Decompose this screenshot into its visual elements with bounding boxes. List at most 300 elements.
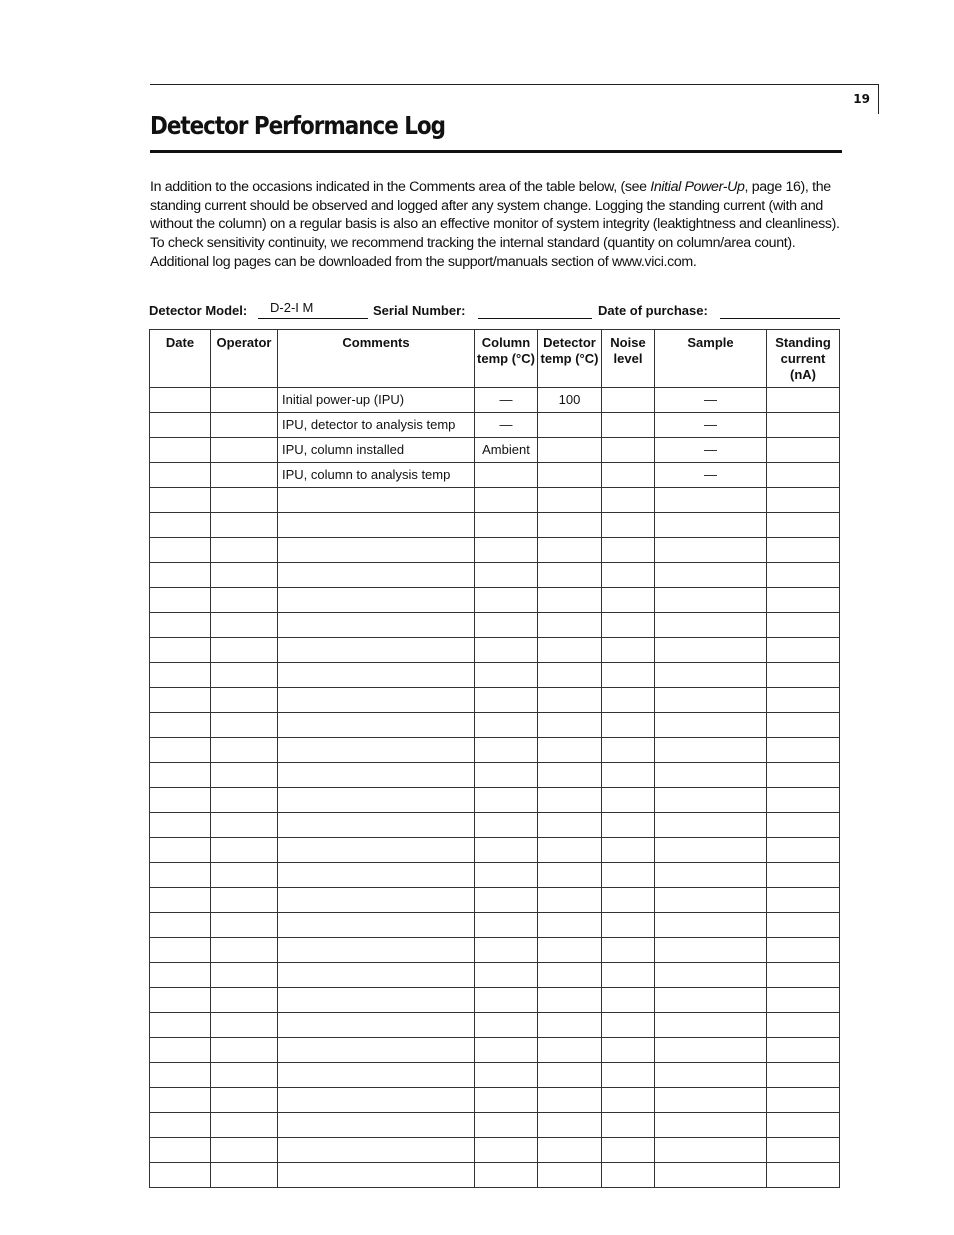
cell-comments[interactable] — [278, 638, 475, 663]
cell-sample[interactable] — [655, 913, 767, 938]
cell-detector-temp[interactable] — [538, 1113, 602, 1138]
table-row — [150, 788, 840, 813]
cell-column-temp[interactable] — [475, 663, 538, 688]
cell-standing-current[interactable] — [767, 1138, 840, 1163]
cell-operator[interactable] — [211, 613, 278, 638]
cell-column-temp[interactable] — [475, 888, 538, 913]
cell-noise-level[interactable] — [602, 838, 655, 863]
cell-sample[interactable] — [655, 488, 767, 513]
cell-comments[interactable]: IPU, column to analysis temp — [278, 463, 475, 488]
cell-noise-level[interactable] — [602, 438, 655, 463]
cell-operator[interactable] — [211, 838, 278, 863]
cell-column-temp[interactable] — [475, 763, 538, 788]
cell-date[interactable] — [150, 613, 211, 638]
cell-sample[interactable] — [655, 863, 767, 888]
cell-sample[interactable] — [655, 738, 767, 763]
cell-sample[interactable] — [655, 763, 767, 788]
cell-sample[interactable] — [655, 813, 767, 838]
cell-noise-level[interactable] — [602, 1138, 655, 1163]
cell-comments[interactable] — [278, 563, 475, 588]
cell-noise-level[interactable] — [602, 1113, 655, 1138]
performance-log-table — [149, 329, 840, 1188]
cell-column-temp[interactable] — [475, 688, 538, 713]
cell-standing-current[interactable] — [767, 888, 840, 913]
cell-operator[interactable] — [211, 463, 278, 488]
cell-sample[interactable]: — — [655, 463, 767, 488]
cell-date[interactable] — [150, 488, 211, 513]
cell-comments[interactable] — [278, 663, 475, 688]
cell-detector-temp[interactable] — [538, 438, 602, 463]
cell-sample[interactable] — [655, 638, 767, 663]
cell-standing-current[interactable] — [767, 413, 840, 438]
table-row — [150, 1063, 840, 1088]
cell-comments[interactable] — [278, 763, 475, 788]
cell-noise-level[interactable] — [602, 988, 655, 1013]
cell-sample[interactable] — [655, 1038, 767, 1063]
cell-detector-temp[interactable]: 100 — [538, 388, 602, 413]
cell-noise-level[interactable] — [602, 788, 655, 813]
cell-noise-level[interactable] — [602, 488, 655, 513]
cell-standing-current[interactable] — [767, 1163, 840, 1188]
cell-noise-level[interactable] — [602, 813, 655, 838]
cell-noise-level[interactable] — [602, 1063, 655, 1088]
cell-detector-temp[interactable] — [538, 563, 602, 588]
cell-standing-current[interactable] — [767, 863, 840, 888]
cell-operator[interactable] — [211, 1138, 278, 1163]
cell-date[interactable] — [150, 688, 211, 713]
cell-sample[interactable] — [655, 1013, 767, 1038]
cell-detector-temp[interactable] — [538, 738, 602, 763]
cell-standing-current[interactable] — [767, 688, 840, 713]
cell-sample[interactable] — [655, 713, 767, 738]
cell-column-temp[interactable] — [475, 1038, 538, 1063]
cell-standing-current[interactable] — [767, 463, 840, 488]
serial-number-line — [478, 318, 592, 319]
cell-comments[interactable] — [278, 488, 475, 513]
cell-operator[interactable] — [211, 1113, 278, 1138]
cell-date[interactable] — [150, 738, 211, 763]
cell-column-temp[interactable] — [475, 488, 538, 513]
cell-operator[interactable] — [211, 538, 278, 563]
cell-operator[interactable] — [211, 688, 278, 713]
cell-column-temp[interactable] — [475, 838, 538, 863]
cell-detector-temp[interactable] — [538, 788, 602, 813]
cell-date[interactable] — [150, 538, 211, 563]
cell-date[interactable] — [150, 1163, 211, 1188]
cell-comments[interactable] — [278, 813, 475, 838]
cell-detector-temp[interactable] — [538, 1138, 602, 1163]
cell-comments[interactable] — [278, 613, 475, 638]
cell-detector-temp[interactable] — [538, 1063, 602, 1088]
cell-sample[interactable] — [655, 1113, 767, 1138]
cell-date[interactable] — [150, 838, 211, 863]
cell-operator[interactable] — [211, 638, 278, 663]
cell-noise-level[interactable] — [602, 638, 655, 663]
cell-detector-temp[interactable] — [538, 663, 602, 688]
cell-column-temp[interactable] — [475, 938, 538, 963]
cell-column-temp[interactable] — [475, 713, 538, 738]
cell-column-temp[interactable] — [475, 563, 538, 588]
cell-comments[interactable]: IPU, column installed — [278, 438, 475, 463]
table-row — [150, 1013, 840, 1038]
cell-date[interactable] — [150, 563, 211, 588]
cell-operator[interactable] — [211, 413, 278, 438]
table-row — [150, 1138, 840, 1163]
cell-comments[interactable] — [278, 913, 475, 938]
cell-date[interactable] — [150, 1088, 211, 1113]
cell-sample[interactable] — [655, 938, 767, 963]
intro-paragraph — [150, 178, 842, 272]
cell-comments[interactable] — [278, 938, 475, 963]
cell-date[interactable] — [150, 638, 211, 663]
intro-text-after: , page 16), the standing current should be observed and logged after any system change. Logging the standing current (with and without the column) on a regular basis is also an effective monitor of system integrity (leaktightness and cleanliness). To check sensitivity continuity, we recommend tracking the internal standard (quantity on column/area count). Additional log pages can be downloaded from the support/manuals section of www.vici.com. — [150, 179, 840, 270]
table-header-row — [150, 330, 840, 388]
cell-comments[interactable] — [278, 538, 475, 563]
cell-detector-temp[interactable] — [538, 513, 602, 538]
cell-detector-temp[interactable] — [538, 463, 602, 488]
cell-operator[interactable] — [211, 913, 278, 938]
cell-detector-temp[interactable] — [538, 638, 602, 663]
cell-detector-temp[interactable] — [538, 1163, 602, 1188]
cell-operator[interactable] — [211, 1163, 278, 1188]
cell-date[interactable] — [150, 1113, 211, 1138]
cell-sample[interactable] — [655, 788, 767, 813]
cell-operator[interactable] — [211, 388, 278, 413]
cell-noise-level[interactable] — [602, 1088, 655, 1113]
cell-comments[interactable] — [278, 1113, 475, 1138]
cell-operator[interactable] — [211, 738, 278, 763]
cell-sample[interactable] — [655, 588, 767, 613]
cell-sample[interactable] — [655, 563, 767, 588]
table-row — [150, 638, 840, 663]
cell-column-temp[interactable] — [475, 813, 538, 838]
cell-operator[interactable] — [211, 863, 278, 888]
cell-detector-temp[interactable] — [538, 1013, 602, 1038]
cell-detector-temp[interactable] — [538, 863, 602, 888]
cell-comments[interactable] — [278, 863, 475, 888]
cell-noise-level[interactable] — [602, 913, 655, 938]
cell-noise-level[interactable] — [602, 863, 655, 888]
cell-comments[interactable] — [278, 1088, 475, 1113]
table-row — [150, 738, 840, 763]
table-row — [150, 488, 840, 513]
cell-sample[interactable] — [655, 838, 767, 863]
cell-detector-temp[interactable] — [538, 588, 602, 613]
cell-column-temp[interactable] — [475, 613, 538, 638]
table-row — [150, 613, 840, 638]
cell-operator[interactable] — [211, 963, 278, 988]
cell-operator[interactable] — [211, 813, 278, 838]
cell-noise-level[interactable] — [602, 713, 655, 738]
cell-detector-temp[interactable] — [538, 988, 602, 1013]
cell-comments[interactable] — [278, 988, 475, 1013]
cell-sample[interactable] — [655, 613, 767, 638]
cell-standing-current[interactable] — [767, 388, 840, 413]
cell-comments[interactable] — [278, 888, 475, 913]
cell-date[interactable] — [150, 1038, 211, 1063]
cell-standing-current[interactable] — [767, 938, 840, 963]
cell-date[interactable] — [150, 663, 211, 688]
detector-model-value[interactable]: D-2-I M — [270, 300, 314, 315]
cell-sample[interactable]: — — [655, 438, 767, 463]
cell-operator[interactable] — [211, 563, 278, 588]
cell-detector-temp[interactable] — [538, 1088, 602, 1113]
header-date: Date — [150, 330, 211, 388]
cell-date[interactable] — [150, 438, 211, 463]
cell-noise-level[interactable] — [602, 938, 655, 963]
cell-operator[interactable] — [211, 438, 278, 463]
header-operator: Operator — [211, 330, 278, 388]
cell-operator[interactable] — [211, 938, 278, 963]
cell-comments[interactable] — [278, 1063, 475, 1088]
cell-noise-level[interactable] — [602, 663, 655, 688]
table-row — [150, 1163, 840, 1188]
cell-date[interactable] — [150, 1013, 211, 1038]
cell-sample[interactable] — [655, 688, 767, 713]
cell-noise-level[interactable] — [602, 738, 655, 763]
cell-column-temp[interactable]: — — [475, 388, 538, 413]
cell-sample[interactable] — [655, 888, 767, 913]
cell-sample[interactable] — [655, 1163, 767, 1188]
cell-noise-level[interactable] — [602, 763, 655, 788]
serial-number-label: Serial Number: — [373, 303, 466, 318]
cell-standing-current[interactable] — [767, 963, 840, 988]
cell-comments[interactable] — [278, 838, 475, 863]
table-row — [150, 938, 840, 963]
cell-date[interactable] — [150, 388, 211, 413]
intro-reference: Initial Power-Up — [650, 179, 745, 195]
cell-standing-current[interactable] — [767, 438, 840, 463]
cell-detector-temp[interactable] — [538, 413, 602, 438]
cell-noise-level[interactable] — [602, 888, 655, 913]
cell-sample[interactable] — [655, 1088, 767, 1113]
cell-column-temp[interactable] — [475, 738, 538, 763]
cell-column-temp[interactable]: Ambient — [475, 438, 538, 463]
detector-model-label: Detector Model: — [149, 303, 248, 318]
table-row — [150, 513, 840, 538]
cell-standing-current[interactable] — [767, 563, 840, 588]
cell-noise-level[interactable] — [602, 538, 655, 563]
cell-operator[interactable] — [211, 588, 278, 613]
purchase-date-line — [720, 318, 840, 319]
cell-standing-current[interactable] — [767, 713, 840, 738]
cell-date[interactable] — [150, 763, 211, 788]
cell-date[interactable] — [150, 813, 211, 838]
cell-sample[interactable]: — — [655, 388, 767, 413]
cell-column-temp[interactable] — [475, 538, 538, 563]
table-row — [150, 988, 840, 1013]
cell-operator[interactable] — [211, 888, 278, 913]
cell-detector-temp[interactable] — [538, 538, 602, 563]
cell-noise-level[interactable] — [602, 963, 655, 988]
cell-date[interactable] — [150, 788, 211, 813]
cell-column-temp[interactable] — [475, 1138, 538, 1163]
cell-standing-current[interactable] — [767, 813, 840, 838]
purchase-date-label: Date of purchase: — [598, 303, 708, 318]
cell-standing-current[interactable] — [767, 1088, 840, 1113]
cell-date[interactable] — [150, 413, 211, 438]
table-row — [150, 913, 840, 938]
cell-comments[interactable] — [278, 688, 475, 713]
cell-operator[interactable] — [211, 1088, 278, 1113]
cell-column-temp[interactable] — [475, 963, 538, 988]
cell-noise-level[interactable] — [602, 413, 655, 438]
cell-column-temp[interactable] — [475, 463, 538, 488]
cell-detector-temp[interactable] — [538, 763, 602, 788]
cell-noise-level[interactable] — [602, 388, 655, 413]
table-row — [150, 413, 840, 438]
cell-operator[interactable] — [211, 488, 278, 513]
cell-detector-temp[interactable] — [538, 613, 602, 638]
cell-operator[interactable] — [211, 713, 278, 738]
cell-standing-current[interactable] — [767, 738, 840, 763]
cell-column-temp[interactable] — [475, 513, 538, 538]
table-row — [150, 663, 840, 688]
cell-sample[interactable] — [655, 663, 767, 688]
cell-standing-current[interactable] — [767, 663, 840, 688]
cell-comments[interactable] — [278, 1013, 475, 1038]
cell-date[interactable] — [150, 913, 211, 938]
cell-standing-current[interactable] — [767, 838, 840, 863]
cell-column-temp[interactable] — [475, 913, 538, 938]
table-row — [150, 538, 840, 563]
table-body — [150, 388, 840, 1188]
cell-column-temp[interactable] — [475, 988, 538, 1013]
cell-standing-current[interactable] — [767, 488, 840, 513]
cell-standing-current[interactable] — [767, 513, 840, 538]
cell-comments[interactable]: Initial power-up (IPU) — [278, 388, 475, 413]
cell-noise-level[interactable] — [602, 688, 655, 713]
cell-date[interactable] — [150, 1063, 211, 1088]
cell-standing-current[interactable] — [767, 788, 840, 813]
cell-standing-current[interactable] — [767, 638, 840, 663]
cell-sample[interactable] — [655, 988, 767, 1013]
cell-column-temp[interactable] — [475, 588, 538, 613]
cell-operator[interactable] — [211, 1038, 278, 1063]
detector-model-line — [258, 318, 368, 319]
table-row — [150, 963, 840, 988]
cell-noise-level[interactable] — [602, 1038, 655, 1063]
table-row — [150, 763, 840, 788]
cell-comments[interactable] — [278, 713, 475, 738]
cell-column-temp[interactable] — [475, 1088, 538, 1113]
cell-standing-current[interactable] — [767, 988, 840, 1013]
cell-detector-temp[interactable] — [538, 913, 602, 938]
cell-column-temp[interactable] — [475, 1163, 538, 1188]
cell-comments[interactable]: IPU, detector to analysis temp — [278, 413, 475, 438]
cell-date[interactable] — [150, 863, 211, 888]
header-column-temp: Column temp (°C) — [475, 330, 538, 388]
table-row — [150, 1113, 840, 1138]
cell-column-temp[interactable] — [475, 788, 538, 813]
cell-detector-temp[interactable] — [538, 813, 602, 838]
cell-sample[interactable] — [655, 963, 767, 988]
cell-operator[interactable] — [211, 788, 278, 813]
cell-detector-temp[interactable] — [538, 488, 602, 513]
cell-operator[interactable] — [211, 663, 278, 688]
cell-date[interactable] — [150, 1138, 211, 1163]
cell-comments[interactable] — [278, 1163, 475, 1188]
cell-date[interactable] — [150, 513, 211, 538]
header-noise-level: Noise level — [602, 330, 655, 388]
cell-date[interactable] — [150, 713, 211, 738]
header-sample: Sample — [655, 330, 767, 388]
cell-noise-level[interactable] — [602, 588, 655, 613]
cell-noise-level[interactable] — [602, 513, 655, 538]
cell-comments[interactable] — [278, 513, 475, 538]
page-number: 19 — [853, 92, 870, 106]
header-rule — [150, 84, 879, 85]
cell-comments[interactable] — [278, 788, 475, 813]
cell-comments[interactable] — [278, 1038, 475, 1063]
cell-standing-current[interactable] — [767, 538, 840, 563]
cell-sample[interactable] — [655, 538, 767, 563]
cell-column-temp[interactable] — [475, 1013, 538, 1038]
cell-operator[interactable] — [211, 513, 278, 538]
cell-noise-level[interactable] — [602, 1013, 655, 1038]
cell-date[interactable] — [150, 963, 211, 988]
cell-detector-temp[interactable] — [538, 1038, 602, 1063]
cell-sample[interactable] — [655, 1063, 767, 1088]
cell-detector-temp[interactable] — [538, 688, 602, 713]
cell-date[interactable] — [150, 988, 211, 1013]
cell-standing-current[interactable] — [767, 613, 840, 638]
cell-standing-current[interactable] — [767, 913, 840, 938]
table-row — [150, 863, 840, 888]
cell-sample[interactable] — [655, 513, 767, 538]
cell-date[interactable] — [150, 888, 211, 913]
cell-column-temp[interactable] — [475, 638, 538, 663]
cell-comments[interactable] — [278, 1138, 475, 1163]
cell-operator[interactable] — [211, 763, 278, 788]
cell-column-temp[interactable] — [475, 1063, 538, 1088]
cell-comments[interactable] — [278, 963, 475, 988]
table-row — [150, 838, 840, 863]
cell-standing-current[interactable] — [767, 1013, 840, 1038]
cell-standing-current[interactable] — [767, 1063, 840, 1088]
cell-date[interactable] — [150, 463, 211, 488]
cell-noise-level[interactable] — [602, 463, 655, 488]
cell-comments[interactable] — [278, 588, 475, 613]
cell-operator[interactable] — [211, 1013, 278, 1038]
cell-date[interactable] — [150, 588, 211, 613]
cell-detector-temp[interactable] — [538, 838, 602, 863]
cell-detector-temp[interactable] — [538, 963, 602, 988]
cell-column-temp[interactable]: — — [475, 413, 538, 438]
cell-noise-level[interactable] — [602, 563, 655, 588]
cell-date[interactable] — [150, 938, 211, 963]
cell-detector-temp[interactable] — [538, 938, 602, 963]
title-underline — [150, 150, 842, 153]
table-row — [150, 463, 840, 488]
cell-column-temp[interactable] — [475, 863, 538, 888]
cell-standing-current[interactable] — [767, 1113, 840, 1138]
cell-operator[interactable] — [211, 988, 278, 1013]
cell-noise-level[interactable] — [602, 1163, 655, 1188]
cell-standing-current[interactable] — [767, 588, 840, 613]
cell-sample[interactable] — [655, 1138, 767, 1163]
cell-column-temp[interactable] — [475, 1113, 538, 1138]
cell-sample[interactable]: — — [655, 413, 767, 438]
cell-detector-temp[interactable] — [538, 713, 602, 738]
cell-detector-temp[interactable] — [538, 888, 602, 913]
cell-operator[interactable] — [211, 1063, 278, 1088]
header-detector-temp: Detector temp (°C) — [538, 330, 602, 388]
cell-standing-current[interactable] — [767, 1038, 840, 1063]
cell-standing-current[interactable] — [767, 763, 840, 788]
cell-comments[interactable] — [278, 738, 475, 763]
cell-noise-level[interactable] — [602, 613, 655, 638]
